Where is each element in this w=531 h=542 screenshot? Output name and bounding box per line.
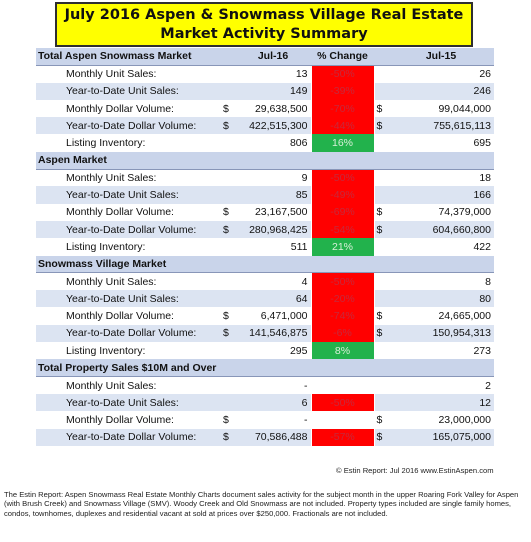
current-currency-symbol: $ (221, 411, 235, 428)
current-value: 511 (235, 238, 311, 255)
metric-label: Year-to-Date Dollar Volume: (36, 429, 221, 446)
prior-value: 26 (388, 65, 494, 82)
metric-label: Monthly Dollar Volume: (36, 411, 221, 428)
header-spacer (221, 256, 235, 273)
prior-currency-symbol: $ (374, 204, 388, 221)
current-currency-symbol (221, 83, 235, 100)
prior-value: 273 (388, 342, 494, 359)
percent-change: -49% (311, 186, 374, 203)
prior-value: 246 (388, 83, 494, 100)
column-header-current (235, 152, 311, 169)
table-row (36, 65, 494, 82)
column-header-current (235, 359, 311, 376)
prior-value: 80 (388, 290, 494, 307)
percent-change: -44% (311, 117, 374, 134)
table-row (36, 290, 494, 307)
prior-value: 755,615,113 (388, 117, 494, 134)
current-value: 6,471,000 (235, 307, 311, 324)
percent-change: 16% (311, 134, 374, 151)
section-header-row (36, 48, 494, 65)
prior-currency-symbol: $ (374, 221, 388, 238)
table-row (36, 394, 494, 411)
table-row (36, 238, 494, 255)
table-row (36, 117, 494, 134)
column-header-change: % Change (311, 48, 374, 65)
metric-label: Monthly Unit Sales: (36, 273, 221, 290)
metric-label: Year-to-Date Unit Sales: (36, 394, 221, 411)
prior-value: 24,665,000 (388, 307, 494, 324)
prior-currency-symbol (374, 134, 388, 151)
copyright-credit: © Estin Report: Jul 2016 www.EstinAspen.com (336, 466, 494, 475)
current-value: 141,546,875 (235, 325, 311, 342)
prior-value: 74,379,000 (388, 204, 494, 221)
prior-currency-symbol: $ (374, 429, 388, 446)
table-row (36, 325, 494, 342)
prior-value: 12 (388, 394, 494, 411)
percent-change: -50% (311, 65, 374, 82)
percent-change: -70% (311, 100, 374, 117)
current-currency-symbol (221, 186, 235, 203)
prior-value: 8 (388, 273, 494, 290)
market-activity-table (36, 48, 494, 446)
current-value: 149 (235, 83, 311, 100)
metric-label: Monthly Dollar Volume: (36, 307, 221, 324)
metric-label: Year-to-Date Unit Sales: (36, 186, 221, 203)
prior-currency-symbol: $ (374, 100, 388, 117)
market-summary-report (36, 2, 494, 475)
header-spacer (221, 48, 235, 65)
percent-change: -20% (311, 290, 374, 307)
table-row (36, 273, 494, 290)
metric-label: Year-to-Date Unit Sales: (36, 290, 221, 307)
current-currency-symbol (221, 65, 235, 82)
table-row (36, 186, 494, 203)
current-currency-symbol: $ (221, 429, 235, 446)
percent-change: 8% (311, 342, 374, 359)
header-spacer (374, 152, 388, 169)
prior-currency-symbol (374, 342, 388, 359)
current-currency-symbol (221, 342, 235, 359)
table-row (36, 307, 494, 324)
prior-value: 2 (388, 377, 494, 394)
percent-change: -50% (311, 273, 374, 290)
percent-change (311, 411, 374, 428)
metric-label: Monthly Unit Sales: (36, 377, 221, 394)
column-header-change (311, 256, 374, 273)
metric-label: Year-to-Date Unit Sales: (36, 83, 221, 100)
column-header-current (235, 256, 311, 273)
table-row (36, 83, 494, 100)
column-header-change (311, 152, 374, 169)
current-currency-symbol: $ (221, 100, 235, 117)
current-currency-symbol (221, 394, 235, 411)
prior-value: 165,075,000 (388, 429, 494, 446)
prior-value: 166 (388, 186, 494, 203)
prior-value: 23,000,000 (388, 411, 494, 428)
prior-currency-symbol (374, 394, 388, 411)
percent-change: -69% (311, 204, 374, 221)
table-row (36, 169, 494, 186)
section-title: Snowmass Village Market (36, 256, 221, 273)
prior-value: 150,954,313 (388, 325, 494, 342)
header-spacer (374, 359, 388, 376)
metric-label: Year-to-Date Dollar Volume: (36, 117, 221, 134)
percent-change (311, 377, 374, 394)
current-value: 9 (235, 169, 311, 186)
percent-change: 21% (311, 238, 374, 255)
column-header-current: Jul-16 (235, 48, 311, 65)
report-title-line-2: Market Activity Summary (160, 26, 368, 42)
metric-label: Listing Inventory: (36, 238, 221, 255)
prior-currency-symbol: $ (374, 411, 388, 428)
current-value: 29,638,500 (235, 100, 311, 117)
table-row (36, 411, 494, 428)
current-value: 422,515,300 (235, 117, 311, 134)
prior-value: 422 (388, 238, 494, 255)
header-spacer (374, 256, 388, 273)
metric-label: Monthly Dollar Volume: (36, 100, 221, 117)
current-currency-symbol (221, 169, 235, 186)
table-body (36, 48, 494, 446)
prior-currency-symbol (374, 273, 388, 290)
section-title: Total Aspen Snowmass Market (36, 48, 221, 65)
percent-change: -6% (311, 325, 374, 342)
metric-label: Listing Inventory: (36, 342, 221, 359)
current-value: 13 (235, 65, 311, 82)
current-currency-symbol: $ (221, 204, 235, 221)
metric-label: Year-to-Date Dollar Volume: (36, 221, 221, 238)
percent-change: -50% (311, 394, 374, 411)
column-header-prior (388, 256, 494, 273)
section-header-row (36, 359, 494, 376)
prior-currency-symbol: $ (374, 307, 388, 324)
metric-label: Monthly Unit Sales: (36, 169, 221, 186)
current-value: - (235, 377, 311, 394)
column-header-prior (388, 359, 494, 376)
section-header-row (36, 152, 494, 169)
header-spacer (221, 152, 235, 169)
percent-change: -50% (311, 169, 374, 186)
column-header-prior (388, 152, 494, 169)
current-value: 280,968,425 (235, 221, 311, 238)
prior-currency-symbol (374, 290, 388, 307)
prior-currency-symbol (374, 238, 388, 255)
current-value: 4 (235, 273, 311, 290)
percent-change: -39% (311, 83, 374, 100)
prior-currency-symbol: $ (374, 117, 388, 134)
metric-label: Monthly Dollar Volume: (36, 204, 221, 221)
table-row (36, 429, 494, 446)
table-row (36, 342, 494, 359)
section-title: Total Property Sales $10M and Over (36, 359, 221, 376)
prior-currency-symbol (374, 186, 388, 203)
current-value: 85 (235, 186, 311, 203)
table-row (36, 134, 494, 151)
prior-currency-symbol (374, 83, 388, 100)
prior-currency-symbol: $ (374, 325, 388, 342)
header-spacer (221, 359, 235, 376)
current-currency-symbol: $ (221, 117, 235, 134)
report-title (55, 2, 473, 47)
prior-currency-symbol (374, 169, 388, 186)
percent-change: -54% (311, 221, 374, 238)
current-currency-symbol: $ (221, 325, 235, 342)
metric-label: Listing Inventory: (36, 134, 221, 151)
metric-label: Year-to-Date Dollar Volume: (36, 325, 221, 342)
prior-currency-symbol (374, 377, 388, 394)
header-spacer (374, 48, 388, 65)
table-row (36, 221, 494, 238)
percent-change: -74% (311, 307, 374, 324)
prior-value: 18 (388, 169, 494, 186)
table-row (36, 100, 494, 117)
current-currency-symbol: $ (221, 221, 235, 238)
current-currency-symbol (221, 238, 235, 255)
current-value: 295 (235, 342, 311, 359)
current-currency-symbol (221, 134, 235, 151)
column-header-change (311, 359, 374, 376)
report-title-line-1: July 2016 Aspen & Snowmass Village Real Estate (64, 7, 464, 23)
table-row (36, 377, 494, 394)
current-value: 6 (235, 394, 311, 411)
prior-currency-symbol (374, 65, 388, 82)
current-currency-symbol (221, 290, 235, 307)
section-header-row (36, 256, 494, 273)
current-currency-symbol (221, 377, 235, 394)
section-title: Aspen Market (36, 152, 221, 169)
current-currency-symbol: $ (221, 307, 235, 324)
current-currency-symbol (221, 273, 235, 290)
current-value: 64 (235, 290, 311, 307)
current-value: 70,586,488 (235, 429, 311, 446)
current-value: - (235, 411, 311, 428)
percent-change: -57% (311, 429, 374, 446)
column-header-prior: Jul-15 (388, 48, 494, 65)
current-value: 23,167,500 (235, 204, 311, 221)
prior-value: 695 (388, 134, 494, 151)
metric-label: Monthly Unit Sales: (36, 65, 221, 82)
prior-value: 99,044,000 (388, 100, 494, 117)
table-row (36, 204, 494, 221)
report-footnote: The Estin Report: Aspen Snowmass Real Estate Monthly Charts document sales activity for the subject month in the upper Roaring Fork Valley for Aspen (with Brush Creek) and Snowmass Village (SMV). Woody Creek and Old Snowmass are not included. Property types included are single family homes, condos, townhomes, duplexes and residential vacant at sold at prices over $250,000. Fractionals are not included. (4, 490, 519, 518)
current-value: 806 (235, 134, 311, 151)
prior-value: 604,660,800 (388, 221, 494, 238)
